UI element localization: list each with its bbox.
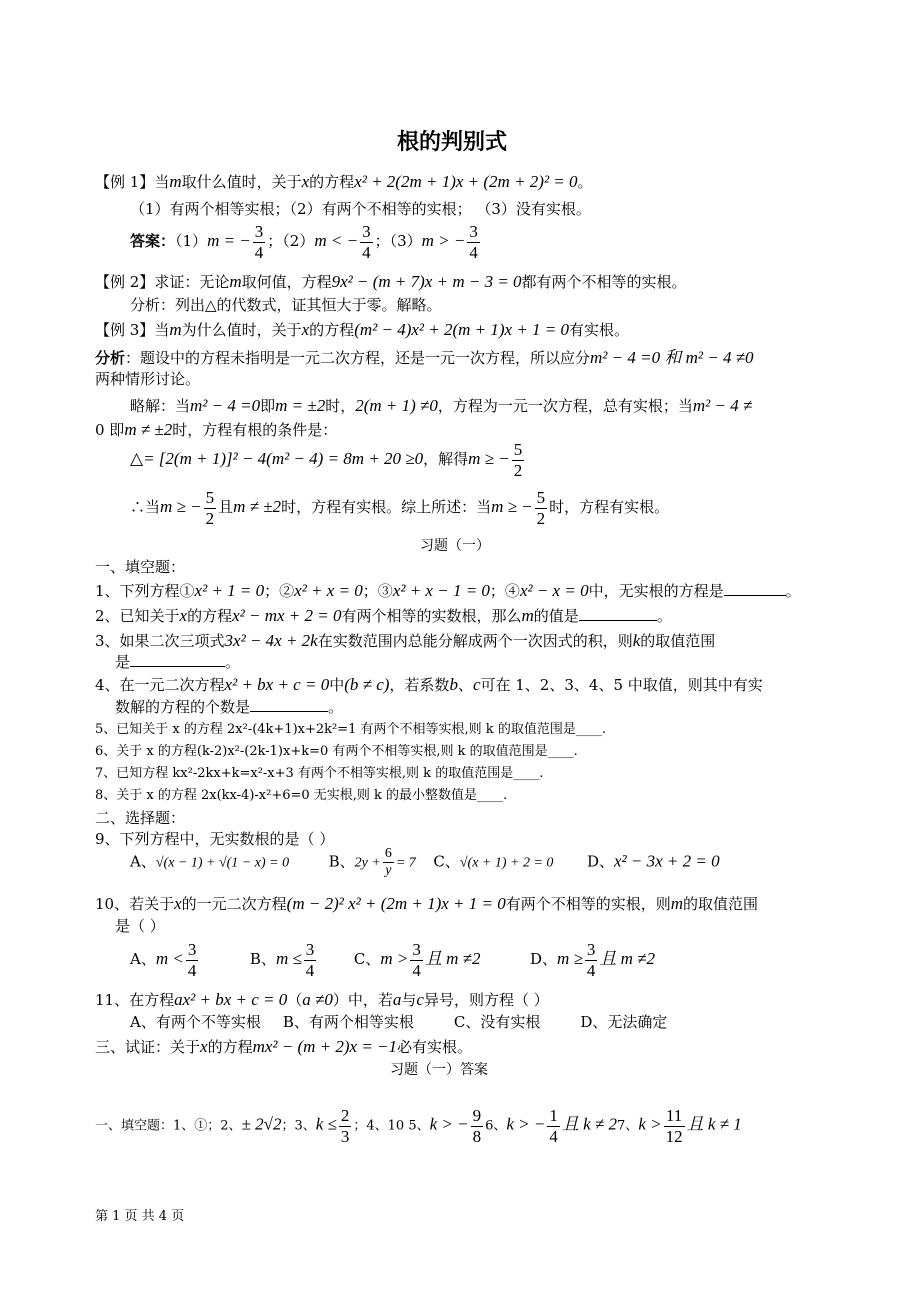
answer-blank [250,699,328,712]
example-1-options: （1）有两个相等实根；（2）有两个不相等的实根； （3）没有实根。 [130,200,591,218]
question-10: 10、若关于x的一元二次方程(m − 2)² x² + (2m + 1)x + 1 = 0有两个不相等的实根，则m的取值范围 [95,894,759,913]
example-3-brief-1: 略解：当m² − 4 =0即m = ±2时，2(m + 1) ≠0，方程为一元一次方程，总有实根；当m² − 4 ≠ [130,396,753,415]
fraction: $\frac{5}{2}$ [513,440,523,480]
answer-blank [579,608,657,621]
question-3-cont: 是 。 [115,653,241,671]
fraction: $\frac{9}{8}$ [472,1106,482,1146]
question-7: 7、已知方程 kx²-2kx+k=x²-x+3 有两个不相等实根,则 k 的取值范围是____. [95,766,544,781]
example-3-delta: △= [2(m + 1)]² − 4(m² − 4) = 8m + 20 ≥0，解得m ≥ − $\frac{5}{2}$ [130,440,523,480]
fraction: $\frac{3}{4}$ [254,222,264,262]
question-10-cont: 是（ ） [115,917,165,935]
section-1-heading: 一、填空题： [95,558,186,576]
question-5: 5、已知关于 x 的方程 2x²-(4k+1)x+2k²=1 有两个不相等实根,则 k 的取值范围是____. [95,722,606,737]
example-3-conclusion: ∴当m ≥ − $\frac{5}{2}$ 且m ≠ ±2时，方程有实根。综上所述：当m ≥ − $\frac{5}{2}$ 时，方程有实根。 [130,488,670,528]
answers-title: 习题（一）答案 [390,1062,488,1078]
fraction: $\frac{5}{2}$ [536,488,546,528]
question-8: 8、关于 x 的方程 2x(kx-4)-x²+6=0 无实根,则 k 的最小整数值是____. [95,788,508,803]
example-2-analysis: 分析：列出△的代数式，证其恒大于零。解略。 [130,296,442,314]
answers-line: 一、填空题：1、①；2、± 2√2；3、k ≤ $\frac{2}{3}$ ；4、10 5、k > − $\frac{9}{8}$ 6、k > − $\frac{1}{4}$ 且 k ≠ 27、k > $\frac{11}{12}$ 且 k ≠ 1 [95,1106,742,1146]
answer-blank [130,654,225,667]
question-9-options: A、√(x − 1) + √(1 − x) = 0 B、2y + $\frac{6}{y}$ = 7 C、√(x + 1) + 2 = 0 D、x² − 3x + 2 = 0 [130,846,720,879]
question-1: 1、下列方程①x² + 1 = 0；②x² + x = 0；③x² + x − 1 = 0；④x² − x = 0中，无实根的方程是 。 [95,581,801,600]
example-3-brief-2: 0 即m ≠ ±2时，方程有根的条件是： [95,420,338,439]
fraction: $\frac{3}{4}$ [586,940,596,980]
section-3-heading: 三、试证：关于x的方程mx² − (m + 2)x = −1必有实根。 [95,1037,473,1056]
question-9: 9、下列方程中，无实数根的是（ ） [95,830,335,848]
question-11: 11、在方程ax² + bx + c = 0（a ≠0）中，若a与c异号，则方程（ ） [95,990,549,1009]
fraction: $\frac{2}{3}$ [340,1106,350,1146]
question-4-cont: 数解的方程的个数是 。 [115,698,344,716]
example-1-line: 【例 1】当m取什么值时，关于x的方程x² + 2(2m + 1)x + (2m + 2)² = 0。 [95,172,593,191]
question-4: 4、在一元二次方程x² + bx + c = 0中(b ≠ c)，若系数b、c可在 1、2、3、4、5 中取值，则其中有实 [95,675,763,694]
question-6: 6、关于 x 的方程(k-2)x²-(2k-1)x+k=0 有两个不相等实根,则 k 的取值范围是____. [95,744,578,759]
example-3-analysis-2: 两种情形讨论。 [95,370,201,388]
question-11-options: A、有两个不等实根 B、有两个相等实根 C、没有实根 D、无法确定 [130,1013,668,1031]
fraction: $\frac{3}{4}$ [469,222,478,262]
question-10-options: A、m < $\frac{3}{4}$ B、m ≤ $\frac{3}{4}$ C、m > $\frac{3}{4}$ 且 m ≠2 D、m ≥ $\frac{3}{4}$ 且 m ≠2 [130,940,656,980]
fraction: $\frac{3}{4}$ [187,940,197,980]
fraction: $\frac{3}{4}$ [362,222,371,262]
example-1-answer: 答案：（1）m = − $\frac{3}{4}$ ；（2）m < − $\frac{3}{4}$ ；（3）m > − $\frac{3}{4}$ [130,222,478,262]
example-3-analysis-1: 分析：题设中的方程未指明是一元二次方程，还是一元一次方程，所以应分m² − 4 =0 和 m² − 4 ≠0 [95,348,754,367]
fraction: $\frac{3}{4}$ [412,940,421,980]
fraction: $\frac{1}{4}$ [549,1106,558,1146]
example-3-line: 【例 3】当m为什么值时，关于x的方程(m² − 4)x² + 2(m + 1)x + 1 = 0有实根。 [95,320,630,339]
fraction: $\frac{11}{12}$ [665,1106,683,1146]
page-title: 根的判别式 [397,130,508,155]
exercise-title: 习题（一） [420,538,490,554]
question-3: 3、如果二次三项式3x² − 4x + 2k在实数范围内总能分解成两个一次因式的积，则k的取值范围 [95,631,716,650]
example-2-line: 【例 2】求证：无论m取何值，方程9x² − (m + 7)x + m − 3 = 0都有两个不相等的实根。 [95,272,687,291]
fraction: $\frac{6}{y}$ [384,846,392,879]
fraction: $\frac{3}{4}$ [305,940,315,980]
page-footer: 第 1 页 共 4 页 [95,1209,185,1224]
section-2-heading: 二、选择题： [95,809,186,827]
fraction: $\frac{5}{2}$ [205,488,215,528]
answer-blank [724,583,786,596]
question-2: 2、已知关于x的方程x² − mx + 2 = 0有两个相等的实数根，那么m的值是 。 [95,606,672,625]
